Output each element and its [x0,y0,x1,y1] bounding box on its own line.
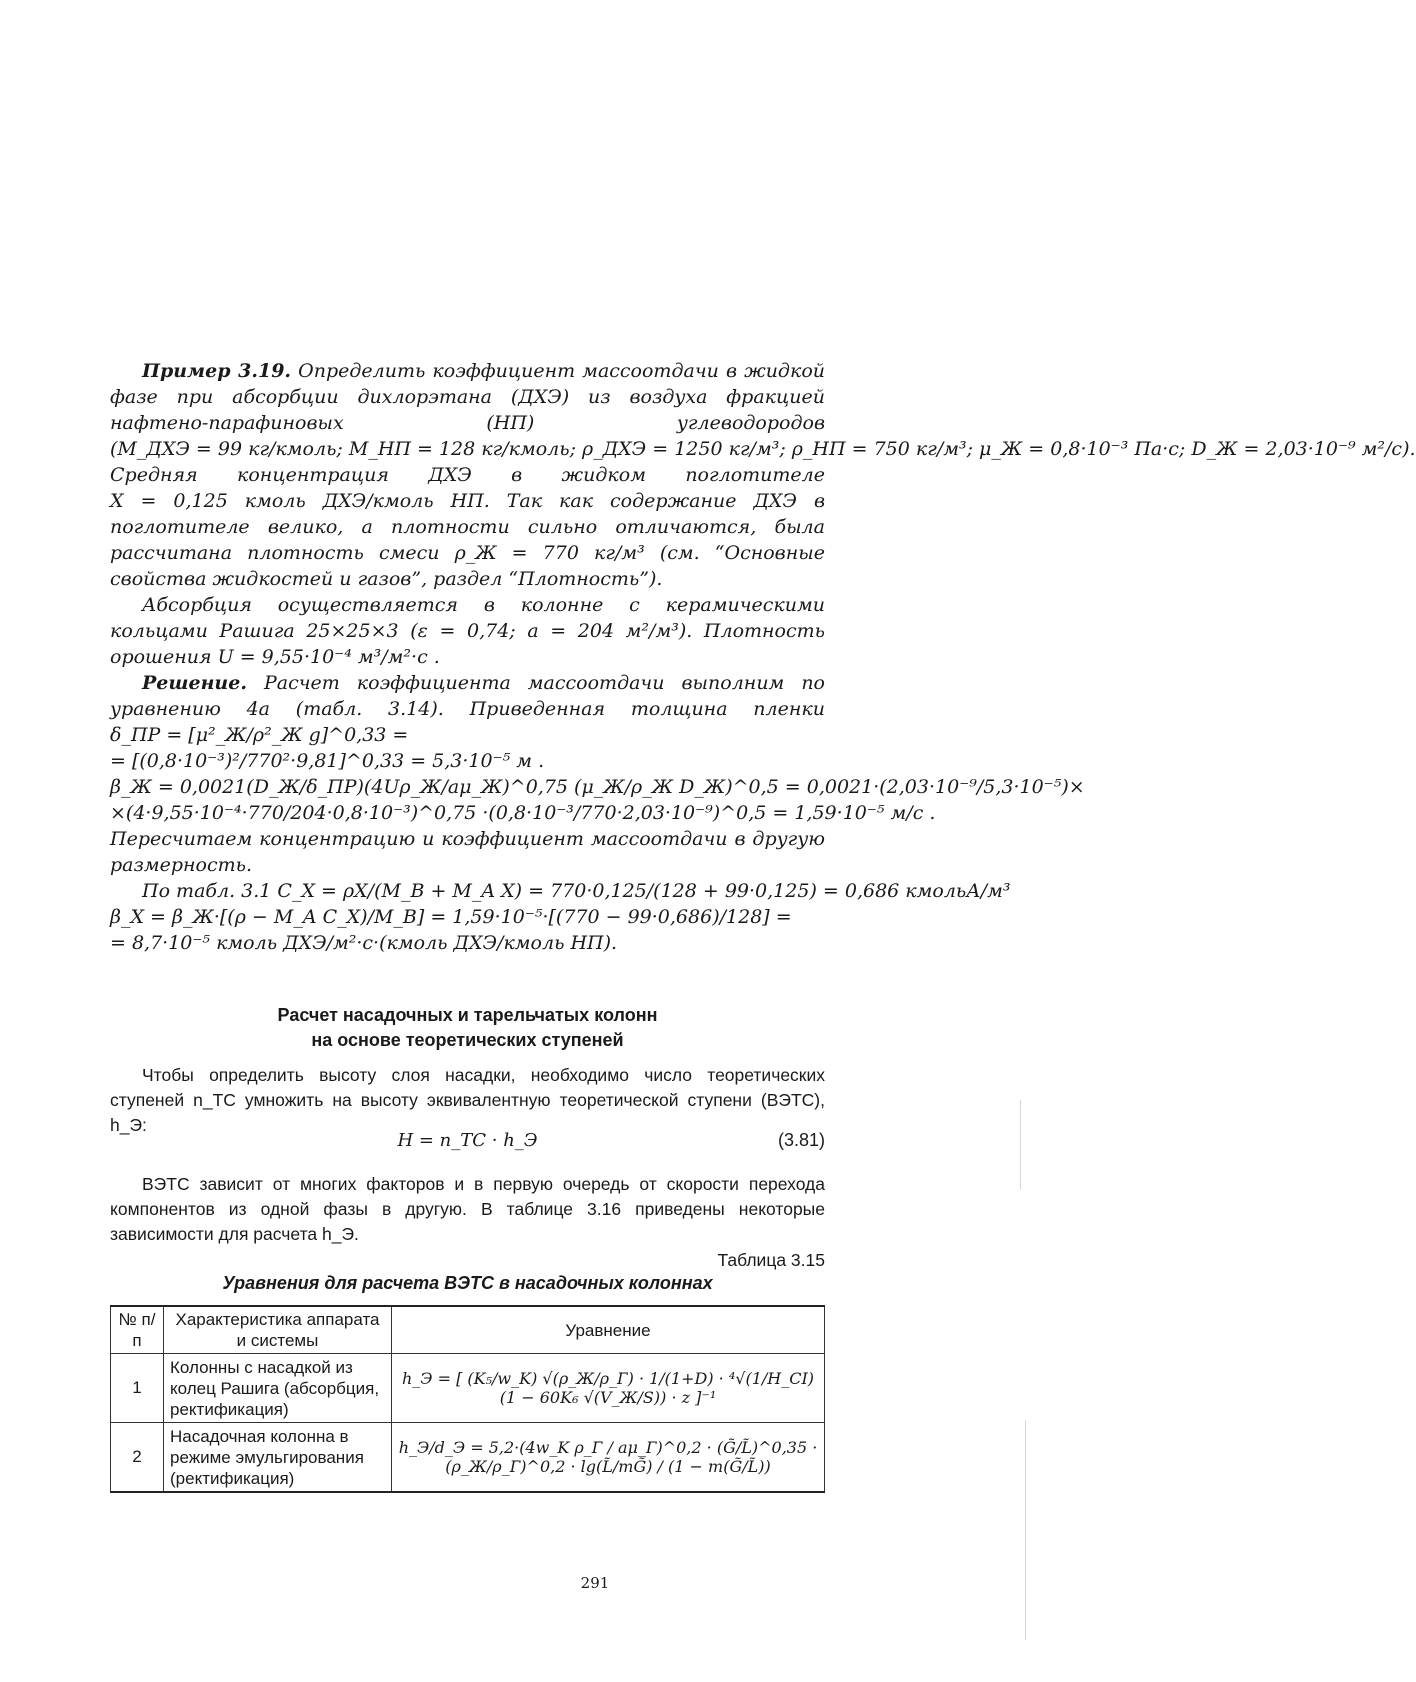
solution-text-2: Пересчитаем концентрацию и коэффициент массоотдачи в другую размерность. [110,828,825,876]
example-paragraph [110,358,1416,592]
section-paragraph-2 [110,1172,825,1247]
solution-formula-5: По табл. 3.1 C_X = ρX/(M_B + M_A X) = 770·0,125/(128 + 99·0,125) = 0,686 кмольА/м³ [142,880,1011,902]
page-number: 291 [580,1574,610,1592]
row-num: 2 [111,1423,164,1493]
solution-formula-1: δ_ПР = [μ²_Ж/ρ²_Ж g]^0,33 = [110,724,409,746]
equation: H = n_ТС · h_Э [397,1130,538,1151]
table-header-row [111,1306,825,1354]
equations-table [110,1305,825,1493]
solution-formula-3: β_Ж = 0,0021(D_Ж/δ_ПР)(4Uρ_Ж/aμ_Ж)^0,75 (μ_Ж/ρ_Ж D_Ж)^0,5 = 0,0021·(2,03·10⁻⁹/5,3·10⁻⁵)× [110,776,1085,798]
solution-formula-line-5 [110,878,1011,904]
row-desc: Насадочная колонна в режиме эмульгирования (ректификация) [164,1423,392,1493]
example-text-6: Плотность орошения [110,620,825,668]
solution-formula-line-6 [110,904,825,930]
header-desc: Характеристика аппарата и системы [164,1306,392,1354]
section-paragraph-1 [110,1063,825,1138]
solution-formula-line-7 [110,930,825,956]
example-text-3: Так как содержание ДХЭ в поглотителе велико, а плотности сильно отличаются, была рассчитана плотность смеси [110,490,826,564]
section-title-line-2: на основе теоретических ступеней [311,1030,624,1050]
example-params-1: (M_ДХЭ = 99 кг/кмоль; M_НП = 128 кг/кмоль; ρ_ДХЭ = 1250 кг/м³; ρ_НП = 750 кг/м³; μ_Ж = 0,8·10⁻³ Па·с; D_Ж = 2,03·10⁻⁹ м²/с). [110,438,1416,460]
equation-number: (3.81) [777,1130,825,1150]
solution-paragraph [110,670,825,748]
table-row [111,1354,825,1423]
table-label: Таблица 3.15 [717,1250,825,1270]
row-equation: h_Э/d_Э = 5,2·(4w_K ρ_Г / aμ_Г)^0,2 · (G̃/L̃)^0,35 · (ρ_Ж/ρ_Г)^0,2 · lg(L̃/mG̃) / (1 − m(G̃/L̃)) [392,1423,825,1493]
example-text-1: Определить коэффициент массоотдачи в жидкой фазе при абсорбции дихлорэтана (ДХЭ) из воздуха фракцией нафтено-парафиновых (НП) углеводородов [110,360,825,434]
solution-lead: Решение. [142,672,247,694]
example-text-4: (см. “Основные свойства жидкостей и газов”, раздел “Плотность”). [110,542,825,590]
row-equation: h_Э = [ (K₅/w_K) √(ρ_Ж/ρ_Г) · 1/(1+D) · ⁴√(1/H_CI) (1 − 60K₆ √(V_Ж/S)) · z ]⁻¹ [392,1354,825,1423]
solution-formula-line-2 [110,748,825,774]
table-row [111,1423,825,1493]
example-lead: Пример 3.19. [142,360,292,382]
example-paragraph-2 [110,592,825,670]
section-title-line-1: Расчет насадочных и тарельчатых колонн [277,1005,658,1025]
table-title: Уравнения для расчета ВЭТС в насадочных колоннах [222,1273,713,1293]
equation-row [110,1130,825,1158]
section-paragraph-1-text: Чтобы определить высоту слоя насадки, необходимо число теоретических ступеней n_ТС умножить на высоту эквивалентную теоретической ступени (ВЭТС), h_Э: [110,1065,825,1135]
example-param-ring: 25×25×3 (ε = 0,74; a = 204 м²/м³). [306,620,693,642]
example-text-2: Средняя концентрация ДХЭ в жидком поглотителе [110,464,825,486]
solution-formula-7: = 8,7·10⁻⁵ кмоль ДХЭ/м²·с·(кмоль ДХЭ/кмоль НП). [110,932,618,954]
solution-formula-4: ×(4·9,55·10⁻⁴·770/204·0,8·10⁻³)^0,75 ·(0,8·10⁻³/770·2,03·10⁻⁹)^0,5 = 1,59·10⁻⁵ м/с . [110,802,936,824]
section-paragraph-2-text: ВЭТС зависит от многих факторов и в первую очередь от скорости перехода компонентов из одной фазы в другую. В таблице 3.16 приведены некоторые зависимости для расчета h_Э. [110,1174,825,1244]
solution-formula-2: = [(0,8·10⁻³)²/770²·9,81]^0,33 = 5,3·10⁻⁵ м . [110,750,545,772]
example-text-5: Абсорбция осуществляется в колонне с керамическими кольцами Рашига [110,594,825,642]
row-desc: Колонны с насадкой из колец Рашига (абсорбция, ректификация) [164,1354,392,1423]
row-num: 1 [111,1354,164,1423]
solution-formula-line-3 [110,774,1085,800]
example-block [110,358,1416,956]
solution-formula-6: β_X = β_Ж·[(ρ − M_A C_X)/M_B] = 1,59·10⁻⁵·[(770 − 99·0,686)/128] = [110,906,792,928]
example-param-x: X = 0,125 кмоль ДХЭ/кмоль НП. [110,490,490,512]
scan-artifact [1020,1100,1021,1190]
example-param-u: U = 9,55·10⁻⁴ м³/м²·с . [217,646,440,668]
example-param-rho: ρ_Ж = 770 кг/м³ [454,542,645,564]
solution-text-1: Расчет коэффициента массоотдачи выполним по уравнению 4а (табл. 3.14). Приведенная толщина пленки [110,672,825,720]
header-num: № п/п [111,1306,164,1354]
solution-formula-line-4 [110,800,936,878]
scan-artifact [1025,1420,1026,1640]
header-eq: Уравнение [392,1306,825,1354]
